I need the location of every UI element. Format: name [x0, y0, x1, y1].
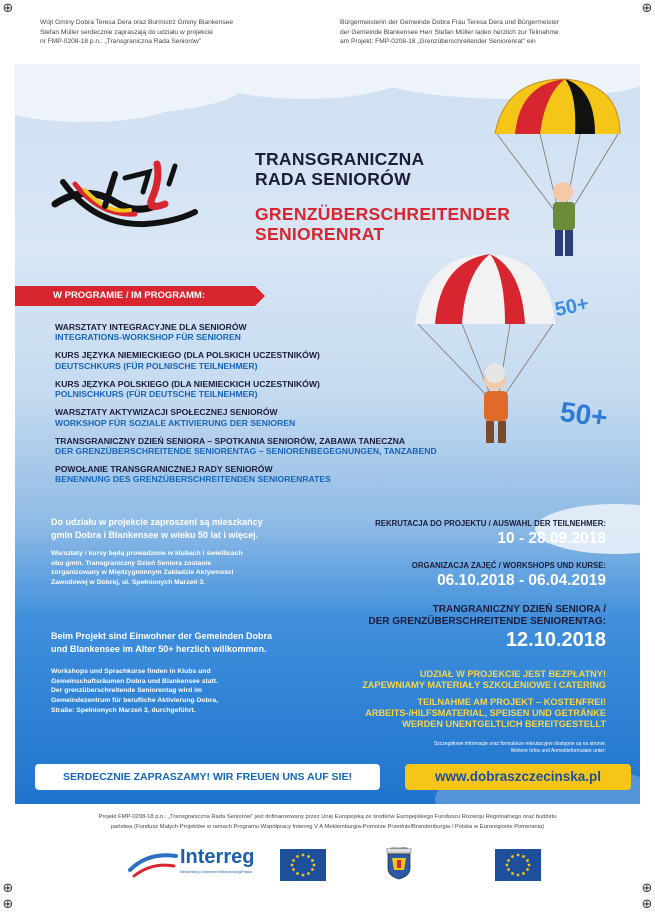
title-de-line1: GRENZÜBERSCHREITENDER: [255, 204, 511, 224]
program-item-de: DER GRENZÜBERSCHREITENDE SENIORENTAG – SENIORENBEGEGNUNGEN, TANZABEND: [55, 446, 437, 457]
website-link[interactable]: www.dobraszczecinska.pl: [405, 764, 631, 790]
program-item: [55, 436, 515, 457]
senior-day-block: [316, 604, 606, 652]
free-pl-line: UDZIAŁ W PROJEKCIE JEST BEZPŁATNY!: [419, 669, 606, 679]
program-list: [55, 322, 515, 492]
title-de: [255, 204, 510, 244]
details-text-de: [51, 667, 311, 716]
free-de-line: WERDEN UNENTGELTLICH BEREITGESTELLT: [402, 719, 606, 730]
crop-mark-top-left-icon: ⊕: [2, 0, 14, 15]
program-item: [55, 407, 515, 428]
eu-flag-icon: [495, 849, 541, 881]
eu-flag-icon: [280, 849, 326, 881]
crest-label: GMINA DOBRA: [390, 847, 408, 850]
details-text-pl: [51, 549, 311, 588]
intro-de-line: der Gemeinde Blankensee Herr Stefan Müller laden herzlich zur Teilnahme: [340, 28, 559, 36]
info-note-line: Weitere Infos und Anmeldeformulare unter:: [510, 748, 606, 754]
title-pl-line2: RADA SENIORÓW: [255, 169, 411, 189]
program-item: [55, 322, 515, 343]
intro-pl-line: nr FMP-0208-18 p.n.: „Transgraniczna Rada Seniorów”: [40, 38, 202, 46]
footer-line: państwa (Fundusz Małych Projektów w ramach Programu Współpracy Interreg V A Meklemburgia-Pomorze Przednie/Brandenburgia / Polska w Euroregionie Pomerania): [110, 823, 545, 830]
footer-line: Projekt FMP-0208-18 p.n.: „Transgraniczna Rada Seniorów” jest dofinansowany przez Unię Europejską ze środków Europejskiego Funduszu Rozwoju Regionalnego oraz budżetu: [98, 814, 557, 820]
program-item-de: BENENNUNG DES GRENZÜBERSCHREITENDEN SENIORENRATES: [55, 474, 331, 485]
details-de-line: Gemeinschaftsräumen Dobra und Blankensee statt.: [51, 677, 218, 685]
interreg-subtitle: Mecklenburg-Vorpommern/Brandenburg/Polska: [180, 870, 252, 874]
details-pl-line: zorganizowany w Międzygminnym Zakładzie Aktywności: [51, 569, 234, 577]
program-item: [55, 379, 515, 400]
program-item: [55, 464, 515, 485]
recruitment-label: REKRUTACJA DO PROJEKTU / AUSWAHL DER TEILNEHMER:: [375, 519, 606, 528]
free-pl-line: ZAPEWNIAMY MATERIAŁY SZKOLENIOWE I CATERING: [362, 680, 606, 691]
welcome-banner: SERDECZNIE ZAPRASZAMY! WIR FREUEN UNS AUF SIE!: [35, 764, 380, 790]
intro-pl-line: Wójt Gminy Dobra Teresa Dera oraz Burmistrz Gminy Blankensee: [40, 19, 233, 26]
workshops-label: ORGANIZACJA ZAJĘĆ / WORKSHOPS UND KURSE:: [411, 561, 606, 570]
program-item: [55, 350, 515, 371]
crop-mark-bottom-left2-icon: ⊕: [2, 896, 14, 911]
senior-council-logo-icon: [45, 144, 215, 244]
program-item-de: INTEGRATIONS-WORKSHOP FÜR SENIOREN: [55, 332, 241, 343]
interreg-wordmark: Interreg: [180, 846, 255, 868]
crop-mark-top-right-icon: ⊕: [641, 0, 653, 15]
senior-day-label: TRANGRANICZNY DZIEŃ SENIORA /: [432, 604, 606, 615]
title-pl-line1: TRANSGRANICZNA: [255, 149, 425, 169]
eu-label: EUROPEAN UNION: [282, 878, 308, 882]
details-pl-line: Zawodowej w Dobrej, ul. Spełnionych Marzeń 3.: [51, 579, 206, 587]
program-item-pl: WARSZTATY INTEGRACYJNE DLA SENIORÓW: [55, 322, 247, 332]
parachute-senior-man-icon: [485, 74, 625, 264]
age-badge: 50+: [558, 395, 610, 434]
invite-pl-line: gmin Dobra i Blankensee w wieku 50 lat i więcej.: [51, 529, 259, 540]
crop-mark-bottom-right2-icon: ⊕: [641, 896, 653, 911]
free-de-line: ARBEITS-/HILFSMATERIAL, SPEISEN UND GETRÄNKE: [365, 708, 606, 719]
workshops-block: [316, 561, 606, 590]
program-heading: W PROGRAMIE / IM PROGRAMM:: [15, 286, 255, 306]
senior-day-date: 12.10.2018: [505, 629, 606, 651]
free-de-line: TEILNAHME AM PROJEKT – KOSTENFREI!: [417, 697, 606, 707]
invite-text-pl: [51, 516, 311, 541]
info-note-line: Szczegółowe informacje oraz formularze rekrutacyjne dostępne są na stronie:: [433, 741, 606, 747]
invite-de-line: Beim Projekt sind Einwohner der Gemeinden Dobra: [51, 631, 273, 641]
free-participation-de: [306, 697, 606, 731]
senior-day-label: DER GRENZÜBERSCHREITENDE SENIORENTAG:: [368, 616, 606, 627]
title-de-line2: SENIORENRAT: [255, 224, 385, 244]
program-item-de: DEUTSCHKURS (FÜR POLNISCHE TEILNEHMER): [55, 360, 258, 371]
title-pl: [255, 149, 424, 189]
recruitment-date: 10 - 28.09.2018: [497, 530, 606, 547]
intro-de-line: Bürgermeisterin der Gemeinde Dobra Frau Teresa Dera und Bürgermeister: [340, 19, 560, 26]
program-item-de: POLNISCHKURS (FÜR DEUTSCHE TEILNEHMER): [55, 389, 258, 400]
intro-pl-line: Stefan Müller serdecznie zapraszają do udziału w projekcie: [40, 28, 213, 36]
workshops-date: 06.10.2018 - 06.04.2019: [437, 572, 606, 589]
intro-text-pl: [40, 18, 300, 47]
cloud-shape: [15, 84, 175, 122]
crop-mark-bottom-right-icon: ⊕: [641, 880, 653, 895]
details-pl-line: obu gmin. Transgraniczny Dzień Seniora zostanie: [51, 559, 212, 567]
intro-de-line: am Projekt: FMP-0208-18 „Grenzüberschreitender Seniorenrat” ein: [340, 38, 536, 46]
interreg-swoosh-icon: [128, 848, 178, 878]
invite-de-line: und Blankensee im Alter 50+ herzlich willkommen.: [51, 643, 267, 654]
intro-text-de: [340, 18, 625, 47]
details-pl-line: Warsztaty i kursy będą prowadzone w klubach i świetlicach: [51, 550, 243, 557]
gmina-dobra-crest-icon: [386, 848, 412, 880]
invite-text-de: [51, 630, 311, 655]
program-item-pl: TRANSGRANICZNY DZIEŃ SENIORA – SPOTKANIA SENIORÓW, ZABAWA TANECZNA: [55, 435, 406, 446]
info-note: [306, 741, 606, 755]
program-item-de: WORKSHOP FÜR SOZIALE AKTIVIERUNG DER SENIOREN: [55, 417, 296, 428]
invite-pl-line: Do udziału w projekcie zaproszeni są mieszkańcy: [51, 517, 263, 527]
free-participation-pl: [306, 669, 606, 691]
details-de-line: Straße: Spełnionych Marzeń 3, durchgeführt.: [51, 706, 196, 714]
program-item-pl: WARSZTATY AKTYWIZACJI SPOŁECZNEJ SENIORÓW: [55, 407, 278, 418]
details-de-line: Gemeindezentrum für berufliche Aktivierung Dobra,: [51, 697, 219, 705]
program-item-pl: KURS JĘZYKA NIEMIECKIEGO (DLA POLSKICH UCZESTNIKÓW): [55, 350, 320, 361]
details-de-line: Workshops und Sprachkurse finden in Klubs und: [51, 668, 211, 675]
details-de-line: Der grenzüberschreitende Seniorentag wird im: [51, 687, 203, 695]
program-item-pl: POWOŁANIE TRANSGRANICZNEJ RADY SENIORÓW: [55, 464, 273, 475]
age-badge: 50+: [552, 292, 591, 322]
recruitment-block: [316, 519, 606, 548]
funding-footer: [80, 813, 575, 832]
crop-mark-bottom-left-icon: ⊕: [2, 880, 14, 895]
program-item-pl: KURS JĘZYKA POLSKIEGO (DLA NIEMIECKICH UCZESTNIKÓW): [55, 378, 320, 389]
poster-body: [15, 64, 640, 804]
